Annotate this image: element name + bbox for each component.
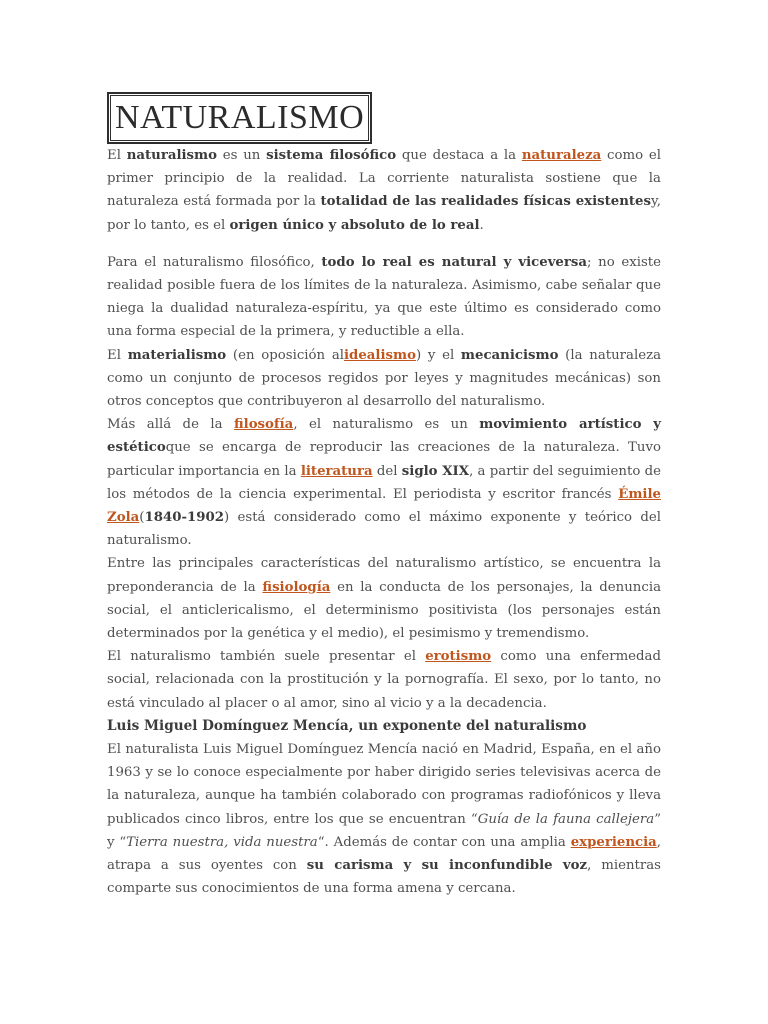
- text: ) está considerado como el máximo exponente y teórico del naturalismo.: [107, 510, 661, 549]
- bold-term: sistema filosófico: [266, 148, 397, 163]
- text: Entre las principales características del naturalismo artístico, se encuentra la preponderancia de la: [107, 556, 661, 595]
- italic-title: Guía de la fauna callejera: [477, 811, 655, 827]
- text: ; no existe realidad posible fuera de los límites de la naturaleza. Asimismo, cabe señalar que niega la dualidad naturaleza-espíritu, ya que este último es considerado como una forma especial de la primera, y reductible a ella.: [107, 254, 661, 340]
- link-naturaleza[interactable]: naturaleza: [521, 148, 602, 163]
- text: que se encarga de reproducir las creaciones de la naturaleza. Tuvo particular importancia en la: [107, 440, 661, 479]
- text: , el naturalismo es un: [293, 417, 480, 433]
- bold-term: 1840-1902: [144, 510, 224, 526]
- text: ” y “: [107, 811, 661, 850]
- text: , atrapa a sus oyentes con: [107, 834, 662, 874]
- text: (: [139, 510, 145, 526]
- text: (en oposición al: [226, 347, 344, 363]
- text: Más allá de la: [107, 417, 234, 433]
- text: “. Además de contar con una amplia: [317, 834, 571, 850]
- link-fisiologia[interactable]: fisiología: [262, 579, 331, 595]
- text: es un: [216, 148, 267, 163]
- page-title: NATURALISMO: [110, 95, 369, 141]
- text: que destaca a la: [396, 148, 522, 163]
- paragraph-erotism: [107, 645, 661, 715]
- text: El: [107, 148, 127, 163]
- bold-term: mecanicismo: [460, 347, 559, 363]
- paragraph-characteristics: [107, 552, 661, 645]
- text: como el primer principio de la realidad. La corriente naturalista sostiene que la naturaleza está formada por la: [107, 148, 661, 210]
- link-literatura[interactable]: literatura: [300, 463, 373, 479]
- text: , mientras comparte sus conocimientos de una forma amena y cercana.: [107, 858, 661, 897]
- paragraph-materialism: [107, 344, 661, 414]
- text: del: [372, 463, 402, 479]
- bold-term: todo lo real es natural y viceversa: [321, 254, 587, 270]
- text: como una enfermedad social, relacionada con la prostitución y la pornografía. El sexo, por lo tanto, no está vinculado al placer o al amor, sino al vicio y a la decadencia.: [107, 649, 661, 711]
- text: El naturalista Luis Miguel Domínguez Mencía nació en Madrid, España, en el año 1963 y se lo conoce especialmente por haber dirigido series televisivas acerca de la naturaleza, aunque ha también colaborado con programas radiofónicos y lleva publicados cinco libros, entre los que se encuentran “: [107, 742, 661, 827]
- text: en la conducta de los personajes, la denuncia social, el anticlericalismo, el determinismo positivista (los personajes están determinados por la genética y el medio), el pesimismo y tremendismo.: [107, 579, 661, 642]
- paragraph-philosophical: [107, 251, 661, 344]
- bold-term: su carisma y su inconfundible voz: [306, 858, 588, 874]
- text: ) y el: [415, 347, 461, 363]
- text: .: [479, 217, 484, 233]
- text: , a partir del seguimiento de los métodos de la ciencia experimental. El periodista y escritor francés: [107, 463, 661, 502]
- text: (la naturaleza como un conjunto de procesos regidos por leyes y magnitudes mecánicas) son otros conceptos que contribuyeron al desarrollo del naturalismo.: [107, 347, 661, 410]
- bold-term: origen único y absoluto de lo real: [229, 217, 480, 233]
- link-experiencia[interactable]: experiencia: [570, 834, 657, 850]
- italic-title: Tierra nuestra, vida nuestra: [126, 834, 318, 850]
- bold-term: naturalismo: [126, 148, 217, 163]
- paragraph-dominguez: [107, 738, 661, 900]
- text: y, por lo tanto, es el: [107, 194, 661, 233]
- link-erotismo[interactable]: erotismo: [425, 649, 492, 665]
- bold-term: siglo XIX: [401, 463, 470, 479]
- bold-term: movimiento artístico y estético: [107, 417, 662, 456]
- section-heading: Luis Miguel Domínguez Mencía, un exponente del naturalismo: [107, 717, 587, 734]
- bold-term: totalidad de las realidades físicas existentes: [320, 194, 651, 210]
- paragraph-definition: [107, 144, 661, 237]
- bold-term: materialismo: [127, 347, 227, 363]
- paragraph-artistic: [107, 413, 661, 552]
- document-page: [107, 92, 661, 901]
- link-emile-zola[interactable]: Émile Zola: [107, 486, 661, 526]
- link-filosofia[interactable]: filosofía: [233, 417, 294, 433]
- text: Para el naturalismo filosófico,: [107, 254, 322, 270]
- text: El naturalismo también suele presentar el: [107, 649, 426, 665]
- text: El: [107, 347, 128, 363]
- title-frame: [107, 92, 372, 144]
- link-idealismo[interactable]: idealismo: [344, 347, 416, 363]
